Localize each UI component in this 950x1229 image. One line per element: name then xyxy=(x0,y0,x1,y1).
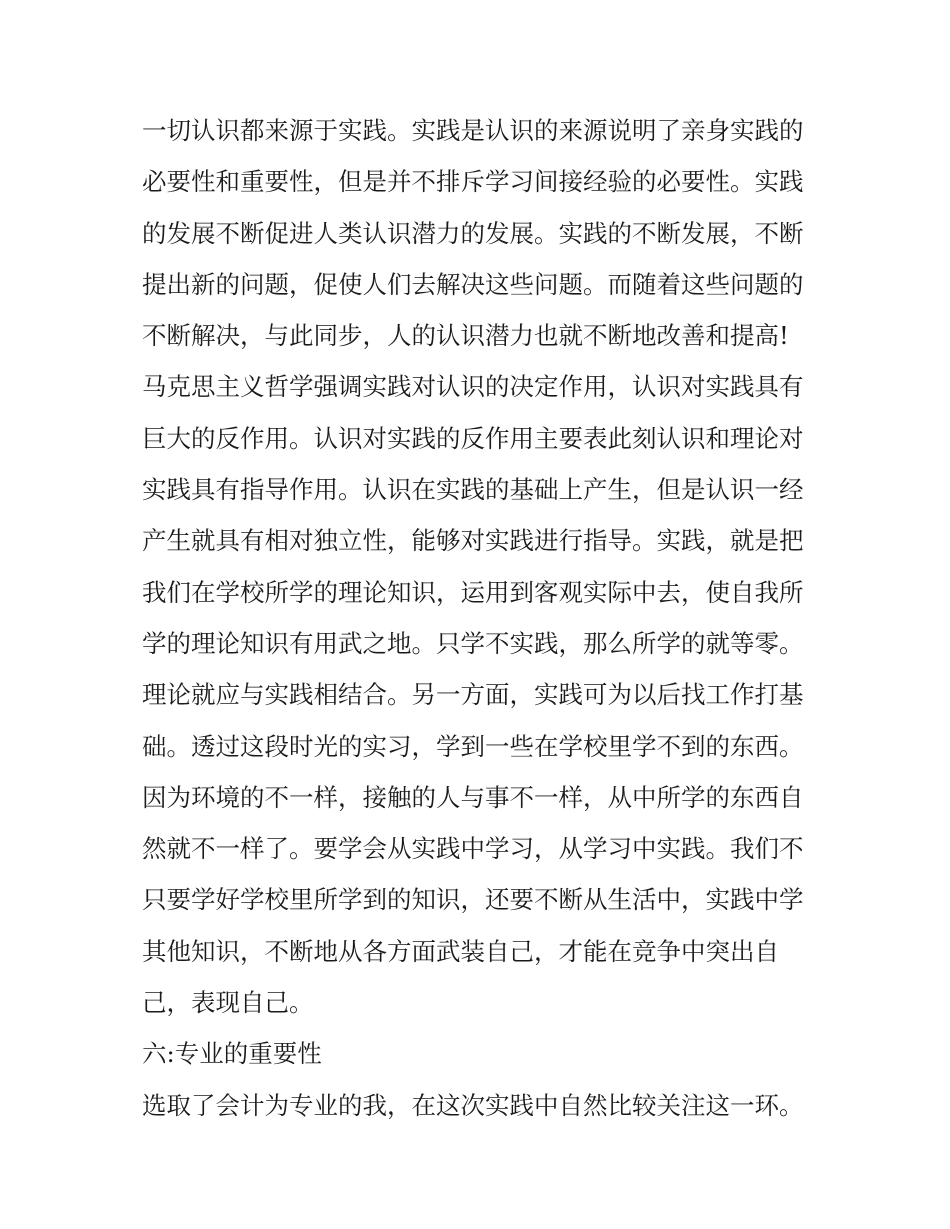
text-line-17: 其他知识，不断地从各方面武装自己，才能在竞争中突出自 xyxy=(142,936,779,966)
text-line-1: 一切认识都来源于实践。实践是认识的来源说明了亲身实践的 xyxy=(142,116,804,145)
text-line-7: 巨大的反作用。认识对实践的反作用主要表此刻认识和理论对 xyxy=(142,423,804,453)
text-line-3: 的发展不断促进人类认识潜力的发展。实践的不断发展，不断 xyxy=(142,218,804,248)
text-line-18: 己，表现自己。 xyxy=(142,988,314,1018)
text-line-13: 础。透过这段时光的实习，学到一些在学校里学不到的东西。 xyxy=(142,731,804,761)
text-line-6: 马克思主义哲学强调实践对认识的决定作用，认识对实践具有 xyxy=(142,372,804,402)
text-line-11: 学的理论知识有用武之地。只学不实践，那么所学的就等零。 xyxy=(142,628,804,658)
text-line-2: 必要性和重要性，但是并不排斥学习间接经验的必要性。实践 xyxy=(142,167,804,197)
text-line-16: 只要学好学校里所学到的知识，还要不断从生活中，实践中学 xyxy=(142,885,804,915)
document-body xyxy=(142,105,822,1131)
text-line-5: 不断解决，与此同步，人的认识潜力也就不断地改善和提高! xyxy=(142,321,789,351)
text-line-14: 因为环境的不一样，接触的人与事不一样，从中所学的东西自 xyxy=(142,782,804,812)
text-line-9: 产生就具有相对独立性，能够对实践进行指导。实践，就是把 xyxy=(142,526,804,556)
text-line-15: 然就不一样了。要学会从实践中学习，从学习中实践。我们不 xyxy=(142,834,804,864)
text-line-20: 选取了会计为专业的我，在这次实践中自然比较关注这一环。 xyxy=(142,1090,804,1120)
text-line-4: 提出新的问题，促使人们去解决这些问题。而随着这些问题的 xyxy=(142,269,804,299)
text-line-12: 理论就应与实践相结合。另一方面，实践可为以后找工作打基 xyxy=(142,680,804,710)
section-heading: 六:专业的重要性 xyxy=(142,1039,322,1069)
text-line-8: 实践具有指导作用。认识在实践的基础上产生，但是认识一经 xyxy=(142,475,804,505)
text-line-10: 我们在学校所学的理论知识，运用到客观实际中去，使自我所 xyxy=(142,577,804,607)
